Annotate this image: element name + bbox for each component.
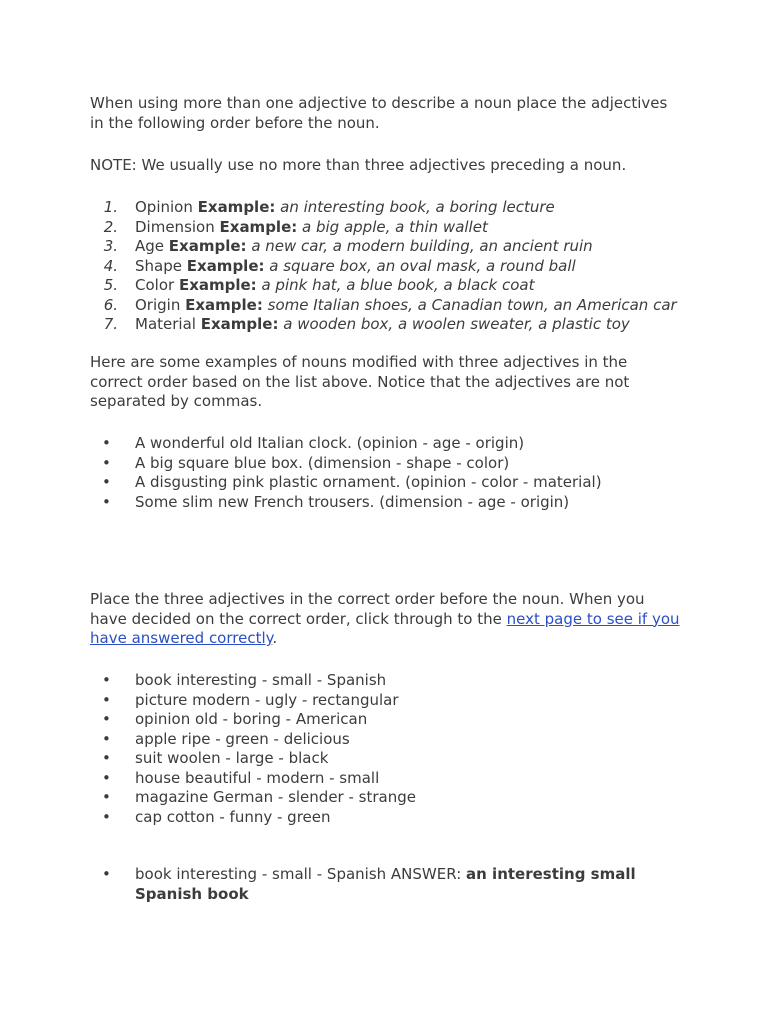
list-item: • cap cotton - funny - green: [102, 807, 331, 826]
list-item: • house beautiful - modern - small: [102, 768, 380, 787]
list-item: • opinion old - boring - American: [102, 710, 368, 728]
bullet-icon: •: [102, 690, 111, 709]
next-page-link[interactable]: next page to see if you have answered correctly: [90, 609, 680, 647]
order-item: 4. Shape Example: a square box, an oval mask, a round ball: [103, 256, 576, 275]
order-item: 6. Origin Example: some Italian shoes, a Canadian town, an American car: [103, 295, 677, 314]
order-item: 5. Color Example: a pink hat, a blue book, a black coat: [103, 276, 535, 294]
answer-list: [90, 865, 680, 904]
bullet-icon: •: [102, 710, 111, 728]
list-item: • Some slim new French trousers. (dimension - age - origin): [102, 492, 570, 511]
bullet-icon: •: [102, 453, 111, 472]
bullet-icon: •: [102, 434, 111, 452]
order-item: 1. Opinion Example: an interesting book, a boring lecture: [103, 198, 555, 216]
bullet-icon: •: [102, 729, 111, 748]
bullet-icon: •: [102, 473, 111, 491]
order-item: 2. Dimension Example: a big apple, a thin wallet: [103, 217, 488, 236]
list-item: • book interesting - small - Spanish: [102, 671, 387, 689]
order-item: 7. Material Example: a wooden box, a woolen sweater, a plastic toy: [103, 315, 630, 333]
list-item: • A big square blue box. (dimension - shape - color): [102, 453, 510, 472]
examples-intro-paragraph: Here are some examples of nouns modified with three adjectives in the correct order based on the list above. Notice that the adjectives are not separated by commas.: [90, 353, 630, 410]
bullet-icon: •: [102, 807, 111, 826]
bullet-icon: •: [102, 768, 111, 787]
bullet-icon: •: [102, 749, 111, 767]
list-item: • A disgusting pink plastic ornament. (opinion - color - material): [102, 473, 602, 491]
intro-paragraph: When using more than one adjective to describe a noun place the adjectives in the following order before the noun.: [90, 94, 668, 132]
examples-list: [90, 434, 680, 512]
list-item: • apple ripe - green - delicious: [102, 729, 350, 748]
bullet-icon: •: [102, 865, 111, 883]
exercise-list: [90, 671, 680, 827]
list-item: • magazine German - slender - strange: [102, 788, 416, 806]
order-item: 3. Age Example: a new car, a modern building, an ancient ruin: [103, 237, 593, 255]
list-item: • picture modern - ugly - rectangular: [102, 690, 399, 709]
bullet-icon: •: [102, 788, 111, 806]
answer-text: an interesting small Spanish book: [135, 865, 636, 903]
answer-item: • book interesting - small - Spanish ANSWER: an interesting small Spanish book: [102, 865, 636, 903]
exercise-intro-paragraph: Place the three adjectives in the correct order before the noun. When you have decided on the correct order, click through to the next page to see if you have answered correctly.: [90, 590, 680, 647]
list-item: • A wonderful old Italian clock. (opinion - age - origin): [102, 434, 525, 452]
bullet-icon: •: [102, 492, 111, 511]
note-paragraph: NOTE: We usually use no more than three adjectives preceding a noun.: [90, 156, 627, 174]
adjective-order-list: [90, 198, 680, 335]
bullet-icon: •: [102, 671, 111, 689]
list-item: • suit woolen - large - black: [102, 749, 329, 767]
